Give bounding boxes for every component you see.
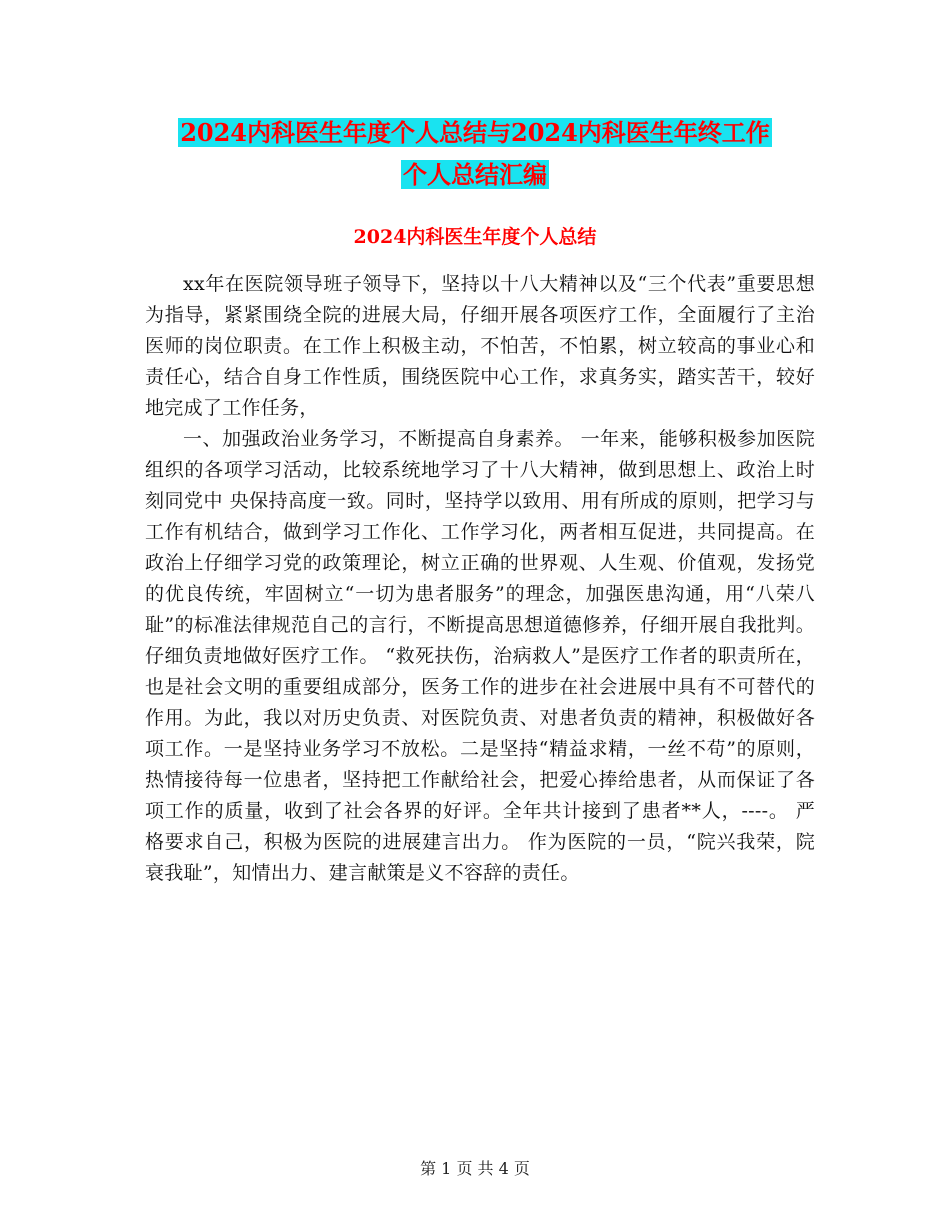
paragraph-intro: xx年在医院领导班子领导下，坚持以十八大精神以及“三个代表”重要思想为指导，紧紧围绕全院的进展大局，仔细开展各项医疗工作，全面履行了主治医师的岗位职责。在工作上积极主动，不怕苦，不怕累，树立较高的事业心和责任心，结合自身工作性质，围绕医院中心工作，求真务实，踏实苦干，较好地完成了工作任务， bbox=[145, 273, 815, 419]
document-title bbox=[0, 112, 950, 196]
page-number-footer: 第 1 页 共 4 页 bbox=[420, 1159, 530, 1178]
document-body bbox=[145, 269, 815, 889]
section-title: 2024内科医生年度个人总结 bbox=[353, 226, 597, 248]
paragraph-section-1: 一、加强政治业务学习，不断提高自身素养。 一年来，能够积极参加医院组织的各项学习活动，比较系统地学习了十八大精神，做到思想上、政治上时刻同党中 央保持高度一致。同时，坚持学以致用、用有所成的原则，把学习与工作有机结合，做到学习工作化、工作学习化，两者相互促进，共同提高。在政治上仔细学习党的政策理论，树立正确的世界观、人生观、价值观，发扬党的优良传统，牢固树立“一切为患者服务”的理念，加强医患沟通，用“八荣八耻”的标准法律规范自己的言行，不断提高思想道德修养，仔细开展自我批判。仔细负责地做好医疗工作。 “救死扶伤，治病救人”是医疗工作者的职责所在，也是社会文明的重要组成部分，医务工作的进步在社会进展中具有不可替代的作用。为此，我以对历史负责、对医院负责、对患者负责的精神，积极做好各项工作。一是坚持业务学习不放松。二是坚持“精益求精，一丝不苟”的原则，热情接待每一位患者，坚持把工作献给社会，把爱心捧给患者，从而保证了各项工作的质量，收到了社会各界的好评。全年共计接到了患者**人，----。 严格要求自己，积极为医院的进展建言出力。 作为医院的一员，“院兴我荣，院衰我耻”，知情出力、建言献策是义不容辞的责任。 bbox=[145, 428, 815, 884]
title-line-1: 2024内科医生年度个人总结与2024内科医生年终工作 bbox=[180, 118, 770, 147]
title-line-2: 个人总结汇编 bbox=[403, 160, 547, 189]
